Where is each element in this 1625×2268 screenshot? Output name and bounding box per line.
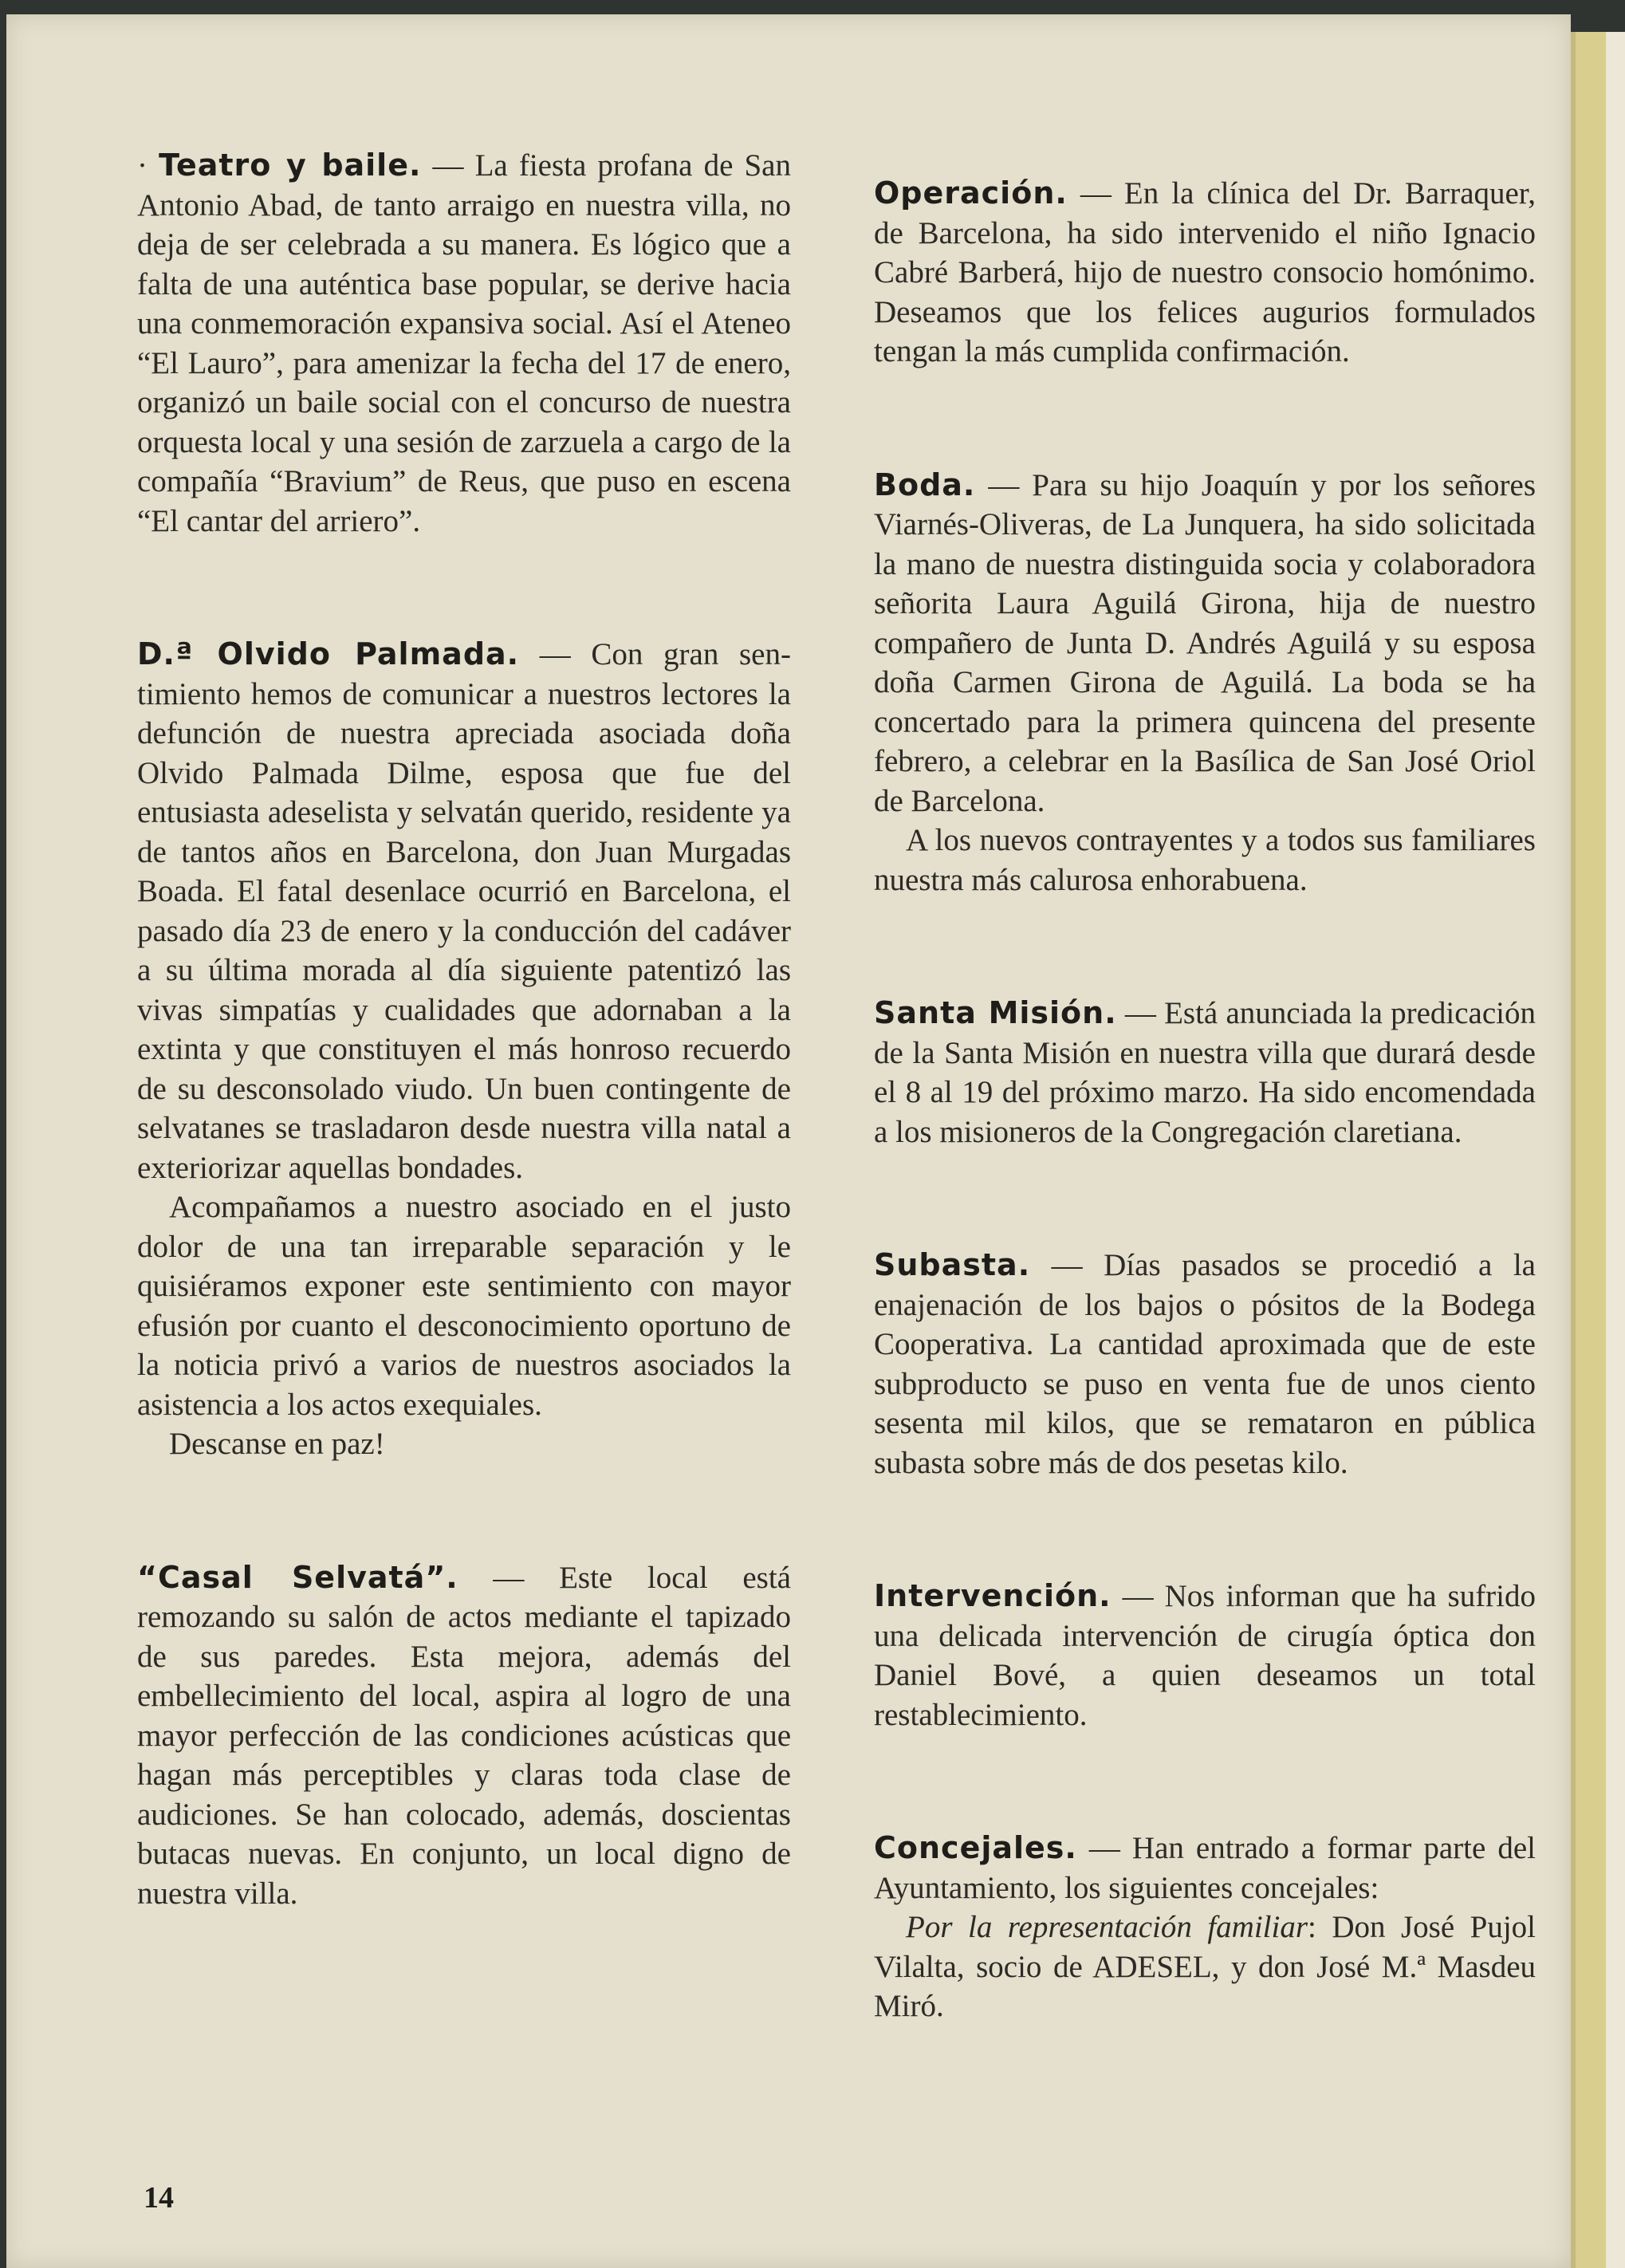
adjacent-page-strip bbox=[1606, 32, 1625, 2268]
article-body: — Con gran sentimiento hemos de comunicar a nuestros lectores la defunción de nuestra apreciada asociada doña Olvido Palmada Dilme, esposa que fue del entusiasta adeselista y selvatán querido, residente ya de tantos años en Barcelona, don Juan Murgadas Boada. El fatal desenlace ocurrió en Barcelona, el pasado día 23 de enero y la conducción del cadáver a su última morada al día siguiente patentizó las vivas simpatías y cualidades que adornaban a la extinta y que constituyen el más honroso recuerdo de su desconsolado viudo. Un buen contingente de selvatanes se trasladaron desde nuestra villa natal a exteriorizar aquellas bondades. bbox=[137, 637, 791, 1185]
article-intervencion-text bbox=[874, 1577, 1536, 1734]
article-heading: Teatro y baile. bbox=[159, 148, 422, 183]
article-concejales-text bbox=[874, 1829, 1536, 1908]
article-boda-text bbox=[874, 466, 1536, 821]
adjacent-page-edge bbox=[1571, 32, 1625, 2268]
article-olvido-para3: Descanse en paz! bbox=[169, 1427, 385, 1461]
article-concejales-representation bbox=[874, 1908, 1536, 2026]
article-body: — Este local está remozando su salón de actos mediante el tapizado de sus paredes. Esta mejora, además del embellecimiento del local, aspira al logro de una mayor perfección de las condiciones acústicas que hagan más perceptibles y claras toda clase de audiciones. Se han colocado, además, doscientas butacas nuevas. En conjunto, un local digno de nuestra villa. bbox=[137, 1560, 791, 1911]
article-casal-selvata bbox=[137, 1558, 791, 1914]
representation-label: Por la representación familiar bbox=[906, 1910, 1308, 1944]
article-body: — En la clínica del Dr. Barraquer, de Barcelona, ha sido intervenido el niño Ignacio Cabré Barberá, hijo de nuestro consocio homónimo. Deseamos que los felices augurios formulados tengan la más cumplida confirmación. bbox=[874, 176, 1536, 368]
article-heading: “Casal Selvatá”. bbox=[137, 1559, 458, 1595]
article-santa-mision bbox=[874, 994, 1536, 1152]
page-number: 14 bbox=[144, 2181, 174, 2215]
article-heading: Concejales. bbox=[874, 1830, 1077, 1865]
article-olvido-palmada bbox=[137, 635, 791, 1464]
article-heading: Santa Misión. bbox=[874, 995, 1117, 1030]
right-column bbox=[874, 174, 1536, 2120]
article-body: — Han entrado a formar parte del Ayuntamiento, los siguientes concejales: bbox=[874, 1831, 1536, 1905]
left-column bbox=[137, 146, 791, 2007]
article-casal-text bbox=[137, 1558, 791, 1914]
article-body: — Está anunciada la predicación de la Santa Misión en nuestra villa que durará desde el 8 al 19 del próximo marzo. Ha sido encomendada a los misioneros de la Congregación claretiana. bbox=[874, 996, 1536, 1149]
article-olvido-para2: Acompañamos a nuestro asociado en el justo dolor de una tan irreparable separación y le quisiéramos exponer este sentimiento con mayor efusión por cuanto el desconocimiento oportuno de la noticia privó a varios de nuestros asociados la asistencia a los actos exequiales. bbox=[137, 1190, 791, 1422]
article-subasta bbox=[874, 1246, 1536, 1482]
article-heading: Boda. bbox=[874, 467, 976, 502]
article-body: — Nos informan que ha sufrido una delicada intervención de cirugía óptica don Daniel Bové, a quien deseamos un total restablecimiento. bbox=[874, 1579, 1536, 1732]
article-heading: Intervención. bbox=[874, 1578, 1112, 1613]
article-body: — Días pasados se procedió a la enajenación de los bajos o pósitos de la Bodega Cooperativa. La cantidad aproximada que de este subproducto se puso en venta fue de unos ciento sesenta mil kilos, que se remataron en pública subasta sobre más de dos pesetas kilo. bbox=[874, 1248, 1536, 1480]
representation-body: : Don José Pujol Vilalta, socio de ADESEL, y don José M.ª Masdeu Miró. bbox=[874, 1910, 1536, 2023]
article-intervencion bbox=[874, 1577, 1536, 1734]
article-body: — Para su hijo Joaquín y por los señores Viarnés-Oliveras, de La Junquera, ha sido solicitada la mano de nuestra distinguida socia y colaboradora señorita Laura Aguilá Girona, hija de nuestro compañero de Junta D. Andrés Aguilá y su esposa doña Carmen Girona de Aguilá. La boda se ha concertado para la primera quincena del presente febrero, a celebrar en la Basílica de San José Oriol de Barcelona. bbox=[874, 467, 1536, 818]
magazine-page bbox=[6, 14, 1571, 2268]
article-mision-text bbox=[874, 994, 1536, 1152]
article-operacion bbox=[874, 174, 1536, 372]
article-operacion-text bbox=[874, 174, 1536, 372]
article-boda-para2: A los nuevos contrayentes y a todos sus familiares nuestra más calurosa enhorabuena. bbox=[874, 823, 1536, 897]
article-concejales bbox=[874, 1829, 1536, 2026]
article-heading: D.ª Olvido Palmada. bbox=[137, 636, 520, 671]
article-teatro-text: · Teatro y baile. — La fiesta profana de San Antonio Abad, de tanto arraigo en nuestra villa, no deja de ser celebrada a su manera. Es lógico que a falta de una auténtica base popular, se derive hacia una conmemoración expansiva social. Así el Ateneo “El Lauro”, para amenizar la fecha del 17 de enero, organizó un baile social con el concurso de nuestra orquesta local y una sesión de zarzuela a cargo de la compañía “Bravium” de Reus, que puso en escena “El cantar del arriero”. bbox=[137, 148, 791, 538]
article-heading: Operación. bbox=[874, 175, 1068, 211]
article-heading: Subasta. bbox=[874, 1247, 1031, 1282]
article-teatro-y-baile bbox=[137, 146, 791, 541]
article-boda bbox=[874, 466, 1536, 900]
article-olvido-text bbox=[137, 635, 791, 1187]
article-subasta-text bbox=[874, 1246, 1536, 1482]
article-body: — La fiesta profana de San Antonio Abad, de tanto arraigo en nuestra villa, no deja de ser celebrada a su manera. Es lógico que a falta de una auténtica base popular, se derive hacia una conmemoración expansiva social. Así el Ateneo “El Lauro”, para amenizar la fecha del 17 de enero, organizó un baile social con el concurso de nuestra orquesta local y una sesión de zarzuela a cargo de la compañía “Bravium” de Reus, que puso en escena “El cantar del arriero”. bbox=[137, 148, 791, 538]
